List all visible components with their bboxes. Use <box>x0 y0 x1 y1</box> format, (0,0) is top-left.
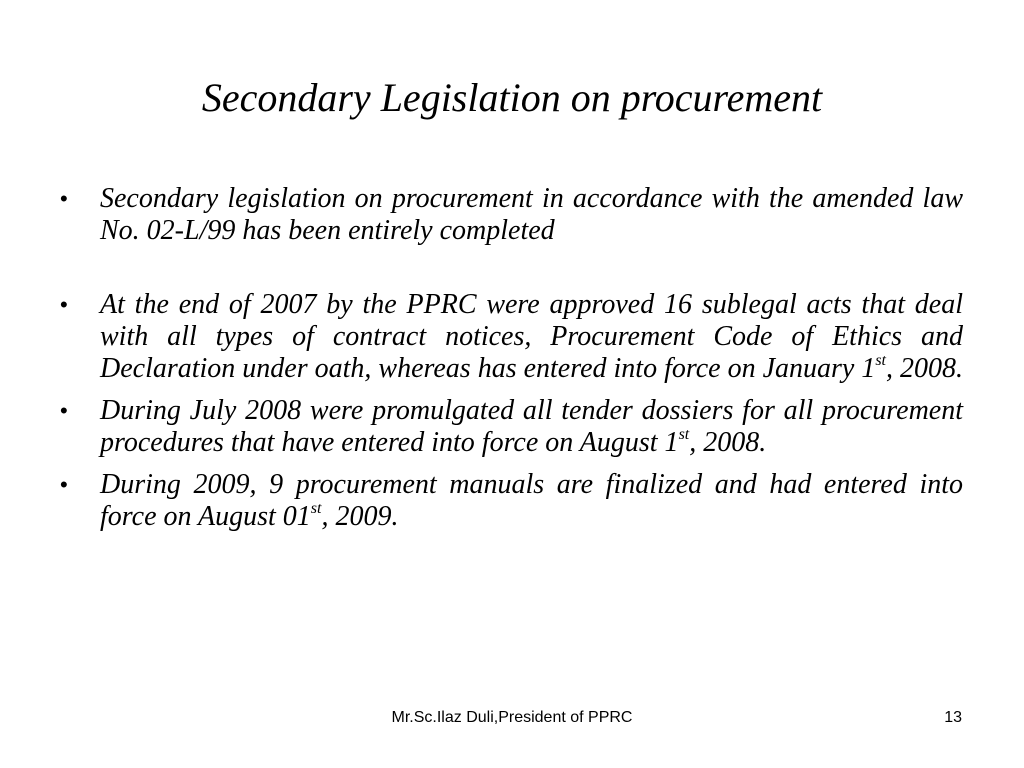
bullet-dot-icon: • <box>60 472 68 497</box>
bullet-text: At the end of 2007 by the PPRC were approved 16 sublegal acts that deal with all types of contract notices, Procurement Code of Ethics and Declaration under oath, whereas has entered into force on January 1 <box>100 289 963 384</box>
bullet-list <box>60 183 963 543</box>
bullet-item-3 <box>60 395 963 459</box>
bullet-text-end: , 2008. <box>689 427 767 458</box>
bullet-item-4 <box>60 469 963 533</box>
slide-title: Secondary Legislation on procurement <box>201 75 823 120</box>
bullet-text: During 2009, 9 procurement manuals are finalized and had entered into force on August 01 <box>100 469 963 532</box>
bullet-text-end: , 2008. <box>886 353 963 384</box>
bullet-dot-icon: • <box>60 186 68 211</box>
bullet-text: Secondary legislation on procurement in accordance with the amended law No. 02-L/99 has been entirely completed <box>100 183 963 246</box>
bullet-item-2 <box>60 289 963 385</box>
bullet-item-1 <box>60 183 963 247</box>
bullet-dot-icon: • <box>60 398 68 423</box>
bullet-superscript: st <box>678 426 690 443</box>
bullet-superscript: st <box>310 500 322 517</box>
page-number: 13 <box>944 709 962 726</box>
bullet-superscript: st <box>875 352 886 369</box>
bullet-text: During July 2008 were promulgated all tender dossiers for all procurement procedures that have entered into force on August 1 <box>100 395 963 458</box>
footer-author: Mr.Sc.Ilaz Duli,President of PPRC <box>391 709 633 726</box>
bullet-text-end: , 2009. <box>321 501 399 532</box>
bullet-dot-icon: • <box>60 292 68 317</box>
